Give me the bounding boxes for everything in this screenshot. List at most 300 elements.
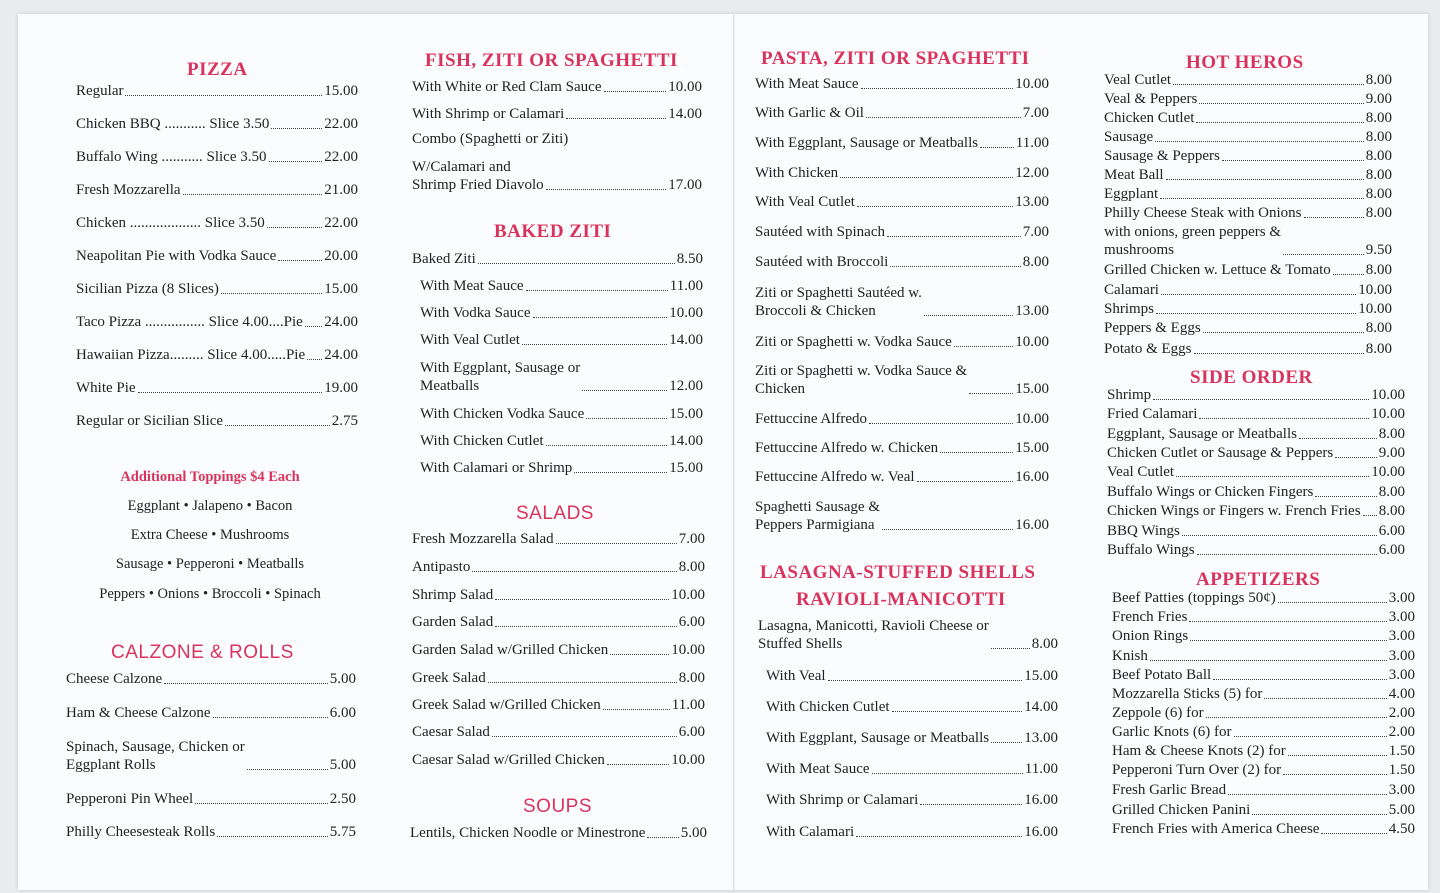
dot-leader <box>522 344 667 345</box>
menu-item-price: 22.00 <box>324 215 358 231</box>
menu-fold <box>733 14 735 890</box>
menu-item-price: 14.00 <box>669 433 703 449</box>
section-title-lasagna: LASAGNA-STUFFED SHELLS <box>760 562 1036 583</box>
menu-item-name: With Calamari or Shrimp <box>420 460 573 476</box>
menu-item <box>1112 742 1415 760</box>
menu-item-name: Knish <box>1112 648 1148 664</box>
menu-item-name: Potato & Eggs <box>1104 341 1192 357</box>
menu-item-price: 14.00 <box>668 106 702 122</box>
dot-leader <box>582 390 667 391</box>
dot-leader <box>556 543 677 544</box>
menu-item-price: 10.00 <box>1358 282 1392 298</box>
menu-item-name: With Chicken Cutlet <box>420 433 544 449</box>
menu-item <box>412 586 705 604</box>
dot-leader <box>586 418 667 419</box>
menu-item <box>76 346 358 364</box>
menu-item <box>76 181 358 199</box>
menu-item-name: Beef Patties (toppings 50¢) <box>1112 590 1276 606</box>
dot-leader <box>1299 438 1377 439</box>
dot-leader <box>1155 141 1364 142</box>
menu-item-name: With Calamari <box>766 824 855 840</box>
menu-item-price: 6.00 <box>678 724 705 740</box>
dot-leader <box>472 571 676 572</box>
menu-item-price: 10.00 <box>671 587 705 603</box>
menu-item <box>410 824 707 842</box>
menu-item-price: 3.00 <box>1388 667 1415 683</box>
menu-item-name: With Chicken Vodka Sauce <box>420 406 585 422</box>
menu-item-name: Eggplant <box>1104 186 1159 202</box>
menu-item-name: Lentils, Chicken Noodle or Minestrone <box>410 825 646 841</box>
menu-item-name: Garden Salad <box>412 614 494 630</box>
menu-item-price: 15.00 <box>1015 440 1049 456</box>
menu-item-name: Caesar Salad <box>412 724 490 740</box>
menu-item <box>412 696 705 714</box>
menu-item-price: 11.00 <box>671 697 705 713</box>
menu-item <box>1112 704 1415 722</box>
menu-item <box>412 669 705 687</box>
menu-item <box>1112 685 1415 703</box>
menu-item-price: 20.00 <box>324 248 358 264</box>
menu-item <box>1104 223 1392 259</box>
menu-item <box>755 75 1049 93</box>
menu-item-price: 15.00 <box>324 83 358 99</box>
menu-item <box>1107 541 1405 559</box>
menu-item-price: 15.00 <box>1015 381 1049 397</box>
menu-item-price: 13.00 <box>1015 194 1049 210</box>
dot-leader <box>1173 84 1364 85</box>
menu-item-price: 21.00 <box>324 182 358 198</box>
menu-item-name: Peppers & Eggs <box>1104 320 1201 336</box>
menu-item-name: Buffalo Wings or Chicken Fingers <box>1107 484 1314 500</box>
menu-item-price: 10.00 <box>669 305 703 321</box>
menu-item-price: 17.00 <box>668 177 702 193</box>
dot-leader <box>969 393 1013 394</box>
menu-item <box>1112 589 1415 607</box>
menu-item-price: 6.00 <box>678 614 705 630</box>
menu-item <box>1104 300 1392 318</box>
dot-leader <box>1160 198 1364 199</box>
menu-item-name: Chicken Cutlet or Sausage & Peppers <box>1107 445 1334 461</box>
menu-item <box>766 791 1058 809</box>
menu-item-name: Eggplant, Sausage or Meatballs <box>1107 426 1297 442</box>
dot-leader <box>566 118 666 119</box>
menu-item-name: Chicken Cutlet <box>1104 110 1195 126</box>
dot-leader <box>1197 554 1377 555</box>
menu-item-name: White Pie <box>76 380 136 396</box>
menu-item <box>766 823 1058 841</box>
menu-item <box>412 250 703 268</box>
menu-item <box>420 304 703 322</box>
menu-item-name: Cheese Calzone <box>66 671 163 687</box>
menu-item <box>76 280 358 298</box>
dot-leader <box>869 423 1013 424</box>
menu-item-price: 8.00 <box>678 670 705 686</box>
menu-item-name: With Shrimp or Calamari <box>412 106 565 122</box>
menu-item-price: 2.75 <box>331 413 358 429</box>
menu-item-name: Lasagna, Manicotti, Ravioli Cheese or Stuffed Shells <box>758 618 989 652</box>
dot-leader <box>857 206 1013 207</box>
menu-item-name: Garlic Knots (6) for <box>1112 724 1232 740</box>
dot-leader <box>574 472 667 473</box>
menu-item-price: 8.00 <box>1378 426 1405 442</box>
menu-item-price: 14.00 <box>1024 699 1058 715</box>
menu-item-price: 8.50 <box>676 251 703 267</box>
menu-item-price: 11.00 <box>1024 761 1058 777</box>
menu-item-name: Taco Pizza ................ Slice 4.00....Pie <box>76 314 303 330</box>
menu-item-price: 11.00 <box>1015 135 1049 151</box>
menu-item-name: Onion Rings <box>1112 628 1189 644</box>
menu-item <box>76 412 358 430</box>
menu-item <box>1104 204 1392 222</box>
menu-item <box>412 723 705 741</box>
menu-item-name: Spaghetti Sausage & Peppers Parmigiana <box>755 499 880 533</box>
menu-item <box>420 432 703 450</box>
menu-item-name: Fresh Mozzarella <box>76 182 181 198</box>
dot-leader <box>213 717 328 718</box>
menu-item <box>755 468 1049 486</box>
dot-leader <box>1203 332 1364 333</box>
menu-item-price: 8.00 <box>1378 503 1405 519</box>
dot-leader <box>1335 457 1377 458</box>
menu-item-name: Chicken Wings or Fingers w. French Fries <box>1107 503 1361 519</box>
menu-item-price: 12.00 <box>669 378 703 394</box>
dot-leader <box>890 266 1020 267</box>
menu-item-price: 10.00 <box>668 79 702 95</box>
menu-item-name: With Eggplant, Sausage or Meatballs <box>755 135 979 151</box>
menu-item-price: 12.00 <box>1015 165 1049 181</box>
menu-item <box>76 115 358 133</box>
dot-leader <box>183 194 323 195</box>
menu-item-price: 22.00 <box>324 116 358 132</box>
menu-item <box>420 359 703 395</box>
menu-item <box>755 362 1049 398</box>
menu-item-name: Ziti or Spaghetti w. Vodka Sauce & Chicken <box>755 363 968 397</box>
menu-item-name: With White or Red Clam Sauce <box>412 79 602 95</box>
menu-item <box>412 130 702 148</box>
menu-item-name: Sausage & Peppers <box>1104 148 1220 164</box>
section-title-side-order: SIDE ORDER <box>1190 367 1313 388</box>
menu-item <box>755 104 1049 122</box>
dot-leader <box>892 711 1023 712</box>
menu-item <box>1104 128 1392 146</box>
dot-leader <box>1283 774 1387 775</box>
menu-item-name: Fresh Garlic Bread <box>1112 782 1227 798</box>
menu-item <box>1107 502 1405 520</box>
menu-item-price: 10.00 <box>1371 464 1405 480</box>
dot-leader <box>1153 399 1369 400</box>
menu-item-price: 15.00 <box>669 406 703 422</box>
menu-item <box>1104 109 1392 127</box>
menu-item-price: 4.50 <box>1388 821 1415 837</box>
dot-leader <box>1194 353 1364 354</box>
menu-item <box>76 148 358 166</box>
toppings-title: Additional Toppings $4 Each <box>120 469 300 485</box>
toppings-line: Extra Cheese • Mushrooms <box>130 527 290 543</box>
section-title-salads: SALADS <box>516 503 594 524</box>
menu-item <box>412 558 705 576</box>
menu-item-name: Philly Cheesesteak Rolls <box>66 824 216 840</box>
menu-item <box>755 223 1049 241</box>
menu-item-name: Sautéed with Broccoli <box>755 254 889 270</box>
menu-item-price: 10.00 <box>1015 76 1049 92</box>
menu-item <box>1112 608 1415 626</box>
menu-item-name: Sausage <box>1104 129 1154 145</box>
dot-leader <box>1304 217 1364 218</box>
menu-item <box>1107 386 1405 404</box>
dot-leader <box>917 481 1014 482</box>
menu-item-price: 3.00 <box>1388 590 1415 606</box>
menu-item-name: With Meat Sauce <box>420 278 524 294</box>
menu-item <box>766 667 1058 685</box>
menu-item-price: 3.00 <box>1388 609 1415 625</box>
dot-leader <box>125 95 322 96</box>
dot-leader <box>866 117 1021 118</box>
menu-item-price: 6.00 <box>1378 542 1405 558</box>
dot-leader <box>164 683 328 684</box>
menu-item <box>755 410 1049 428</box>
dot-leader <box>991 742 1022 743</box>
menu-item-name: with onions, green peppers & mushrooms <box>1104 224 1282 258</box>
menu-item-name: Ham & Cheese Calzone <box>66 705 211 721</box>
menu-item <box>1104 261 1392 279</box>
menu-item <box>755 498 1049 534</box>
dot-leader <box>1283 254 1364 255</box>
toppings-line: Sausage • Pepperoni • Meatballs <box>115 556 305 572</box>
menu-item-price: 16.00 <box>1024 792 1058 808</box>
menu-item-name: With Chicken Cutlet <box>766 699 890 715</box>
menu-item-price: 16.00 <box>1015 469 1049 485</box>
menu-item-name: Pepperoni Pin Wheel <box>66 791 194 807</box>
menu-item-price: 8.00 <box>1365 320 1392 336</box>
menu-item <box>412 751 705 769</box>
menu-item-name: With Meat Sauce <box>766 761 870 777</box>
menu-item-name: With Veal <box>766 668 826 684</box>
menu-item <box>1104 340 1392 358</box>
menu-item-name: Buffalo Wings <box>1107 542 1195 558</box>
menu-item <box>755 439 1049 457</box>
dot-leader <box>1228 794 1387 795</box>
menu-item-name: Shrimp Salad <box>412 587 494 603</box>
menu-item-name: Greek Salad w/Grilled Chicken <box>412 697 601 713</box>
menu-item <box>412 641 705 659</box>
menu-item <box>1112 781 1415 799</box>
dot-leader <box>247 769 328 770</box>
menu-item <box>412 530 705 548</box>
dot-leader <box>882 529 1013 530</box>
menu-item-name: With Veal Cutlet <box>420 332 520 348</box>
menu-item-price: 13.00 <box>1024 730 1058 746</box>
section-title-baked-ziti: BAKED ZITI <box>494 221 612 242</box>
menu-item-name: Baked Ziti <box>412 251 476 267</box>
menu-item <box>1104 185 1392 203</box>
menu-item-price: 10.00 <box>1015 411 1049 427</box>
dot-leader <box>1199 418 1369 419</box>
menu-item-name: Regular or Sicilian Slice <box>76 413 224 429</box>
dot-leader <box>1222 160 1364 161</box>
dot-leader <box>940 452 1013 453</box>
dot-leader <box>526 290 668 291</box>
menu-item-name: Chicken ................... Slice 3.50 <box>76 215 265 231</box>
menu-item-price: 8.00 <box>1365 167 1392 183</box>
menu-item <box>755 164 1049 182</box>
dot-leader <box>1234 736 1387 737</box>
menu-item-name: Sautéed with Spinach <box>755 224 885 240</box>
menu-item-price: 2.50 <box>329 791 356 807</box>
menu-item <box>1107 425 1405 443</box>
menu-item-price: 8.00 <box>1365 262 1392 278</box>
menu-item <box>1104 166 1392 184</box>
dot-leader <box>607 764 669 765</box>
menu-item-name: Zeppole (6) for <box>1112 705 1204 721</box>
menu-item-price: 19.00 <box>324 380 358 396</box>
menu-item-price: 1.50 <box>1388 762 1415 778</box>
dot-leader <box>1278 602 1387 603</box>
dot-leader <box>217 836 328 837</box>
menu-item-price: 8.00 <box>1022 254 1049 270</box>
menu-item-name: Garden Salad w/Grilled Chicken <box>412 642 609 658</box>
menu-item <box>766 698 1058 716</box>
menu-item-price: 10.00 <box>1371 406 1405 422</box>
menu-item <box>1112 666 1415 684</box>
menu-item-name: Veal & Peppers <box>1104 91 1198 107</box>
section-title-soups: SOUPS <box>523 796 593 817</box>
menu-item <box>420 459 703 477</box>
menu-item-price: 7.00 <box>1022 224 1049 240</box>
menu-item <box>66 823 356 841</box>
dot-leader <box>1321 833 1386 834</box>
menu-item <box>1112 820 1415 838</box>
section-title-appetizers: APPETIZERS <box>1196 569 1321 590</box>
dot-leader <box>278 260 322 261</box>
menu-item <box>758 617 1058 653</box>
menu-item <box>66 704 356 722</box>
dot-leader <box>1206 717 1387 718</box>
dot-leader <box>1156 313 1356 314</box>
dot-leader <box>1213 679 1387 680</box>
menu-item-price: 5.75 <box>329 824 356 840</box>
menu-item <box>76 379 358 397</box>
menu-item-price: 2.00 <box>1388 724 1415 740</box>
menu-item-price: 5.00 <box>1388 802 1415 818</box>
dot-leader <box>305 326 322 327</box>
menu-item-name: Antipasto <box>412 559 471 575</box>
menu-item-price: 6.00 <box>329 705 356 721</box>
dot-leader <box>604 91 667 92</box>
menu-item-price: 15.00 <box>1024 668 1058 684</box>
menu-item-name: Fettuccine Alfredo w. Veal <box>755 469 915 485</box>
dot-leader <box>495 626 677 627</box>
dot-leader <box>991 648 1030 649</box>
menu-item-name: With Eggplant, Sausage or Meatballs <box>766 730 990 746</box>
menu-item-price: 5.00 <box>329 757 356 773</box>
menu-item-price: 6.00 <box>1378 523 1405 539</box>
menu-item-name: Veal Cutlet <box>1104 72 1172 88</box>
menu-item <box>412 613 705 631</box>
menu-item-price: 9.50 <box>1365 242 1392 258</box>
menu-item <box>66 670 356 688</box>
menu-item-name: With Chicken <box>755 165 839 181</box>
dot-leader <box>1315 496 1376 497</box>
menu-item <box>1112 761 1415 779</box>
menu-item-price: 11.00 <box>669 278 703 294</box>
menu-item-name: Ziti or Spaghetti Sautéed w. Broccoli & Chicken <box>755 285 922 319</box>
menu-item <box>755 284 1049 320</box>
dot-leader <box>872 773 1023 774</box>
dot-leader <box>495 599 669 600</box>
menu-item-price: 10.00 <box>671 752 705 768</box>
menu-item-name: Ziti or Spaghetti w. Vodka Sauce <box>755 334 952 350</box>
menu-item-price: 8.00 <box>1031 636 1058 652</box>
menu-item-price: 10.00 <box>1015 334 1049 350</box>
menu-item-name: Caesar Salad w/Grilled Chicken <box>412 752 605 768</box>
menu-item-price: 8.00 <box>1365 341 1392 357</box>
dot-leader <box>267 227 323 228</box>
dot-leader <box>954 346 1013 347</box>
menu-item-price: 22.00 <box>324 149 358 165</box>
dot-leader <box>1333 274 1364 275</box>
menu-item-name: With Vodka Sauce <box>420 305 531 321</box>
menu-item <box>76 313 358 331</box>
menu-item-name: With Eggplant, Sausage or Meatballs <box>420 360 581 394</box>
dot-leader <box>840 177 1013 178</box>
menu-item-name: Grilled Chicken w. Lettuce & Tomato <box>1104 262 1331 278</box>
menu-item <box>1107 463 1405 481</box>
dot-leader <box>610 654 669 655</box>
dot-leader <box>1166 179 1364 180</box>
menu-item-price: 15.00 <box>669 460 703 476</box>
menu-item <box>76 82 358 100</box>
dot-leader <box>1199 103 1363 104</box>
menu-item <box>1104 319 1392 337</box>
menu-item-price: 7.00 <box>1022 105 1049 121</box>
menu-item-name: BBQ Wings <box>1107 523 1180 539</box>
menu-item <box>1104 147 1392 165</box>
dot-leader <box>1288 755 1387 756</box>
menu-item <box>1112 627 1415 645</box>
menu-item-price: 8.00 <box>1378 484 1405 500</box>
section-title-heros: HOT HEROS <box>1186 52 1304 73</box>
menu-item <box>420 277 703 295</box>
menu-item-name: Sicilian Pizza (8 Slices) <box>76 281 219 297</box>
menu-item-name: Fried Calamari <box>1107 406 1198 422</box>
menu-item-price: 16.00 <box>1024 824 1058 840</box>
menu-item <box>412 78 702 96</box>
menu-item-price: 3.00 <box>1388 628 1415 644</box>
menu-item-name: Fettuccine Alfredo <box>755 411 868 427</box>
dot-leader <box>138 392 323 393</box>
menu-item-name: With Meat Sauce <box>755 76 859 92</box>
menu-item <box>1107 483 1405 501</box>
menu-item-name: Grilled Chicken Panini <box>1112 802 1251 818</box>
dot-leader <box>856 836 1022 837</box>
menu-item-price: 9.00 <box>1365 91 1392 107</box>
menu-item-price: 8.00 <box>1365 110 1392 126</box>
dot-leader <box>307 359 322 360</box>
menu-item-price: 5.00 <box>680 825 707 841</box>
section-title-ravioli: RAVIOLI-MANICOTTI <box>796 589 1006 610</box>
dot-leader <box>1363 515 1377 516</box>
dot-leader <box>1190 640 1386 641</box>
section-title-pizza: PIZZA <box>187 59 248 80</box>
menu-item-price: 4.00 <box>1388 686 1415 702</box>
dot-leader <box>920 804 1022 805</box>
dot-leader <box>861 88 1014 89</box>
dot-leader <box>1176 476 1369 477</box>
toppings-line: Peppers • Onions • Broccoli • Spinach <box>99 586 321 602</box>
dot-leader <box>1196 122 1363 123</box>
dot-leader <box>269 161 323 162</box>
menu-item-price: 8.00 <box>1365 72 1392 88</box>
